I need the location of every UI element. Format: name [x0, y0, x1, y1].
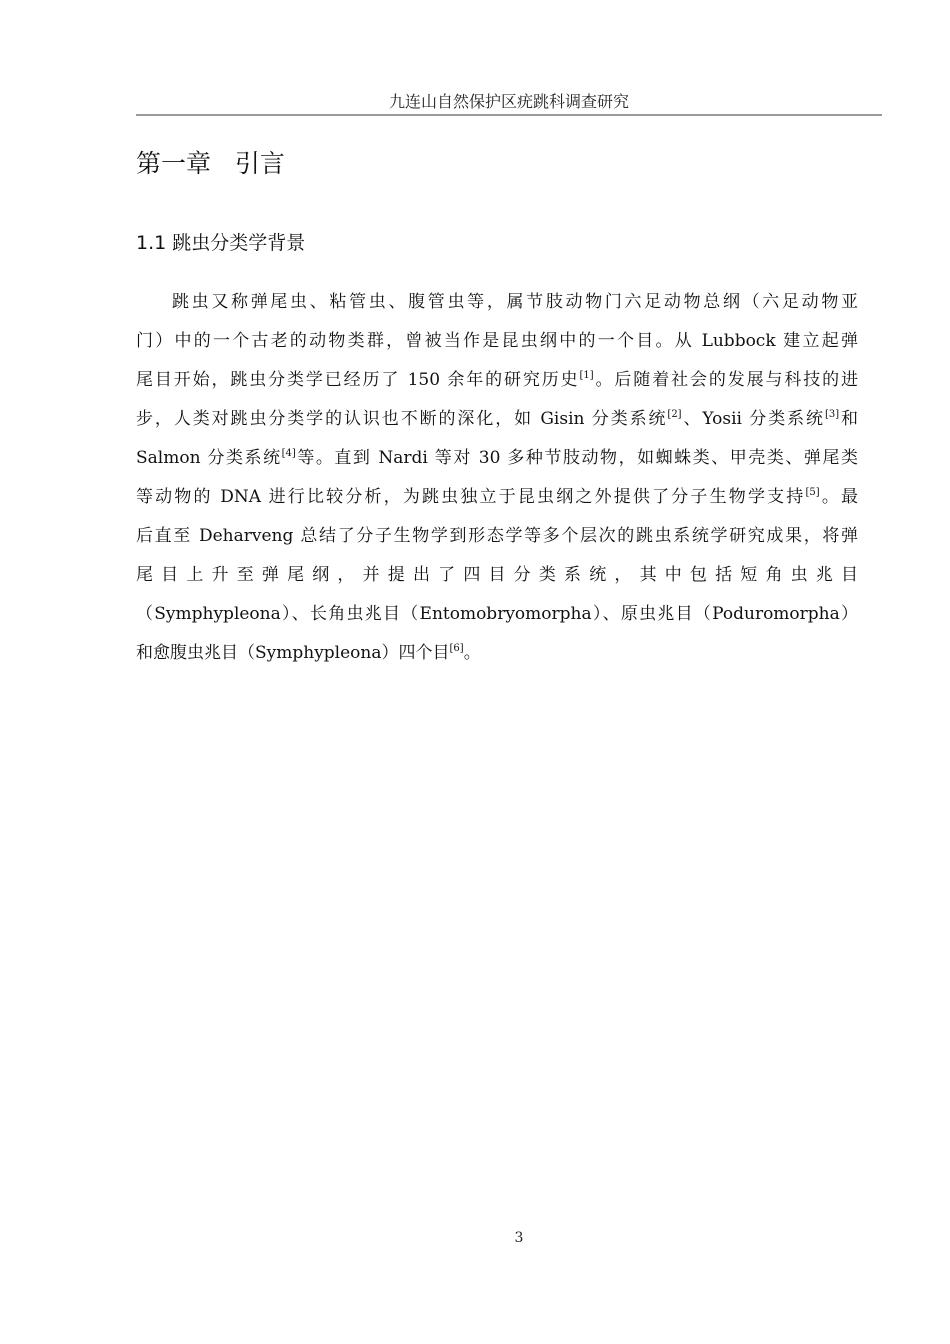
paragraph-line: 等动物的 DNA 进行比较分析，为跳虫独立于昆虫纲之外提供了分子生物学支持[5]。最 [136, 487, 859, 507]
paragraph-line: 门）中的一个古老的动物类群，曾被当作是昆虫纲中的一个目。从 Lubbock 建立起弹 [136, 331, 858, 351]
paragraph-line: 尾目上升至弹尾纲，并提出了四目分类系统，其中包括短角虫兆目 [136, 565, 858, 585]
page-number: 3 [514, 1230, 524, 1246]
paragraph-line: Salmon 分类系统[4]等。直到 Nardi 等对 30 多种节肢动物，如蜘蛛类、甲壳类、弹尾类 [136, 448, 858, 468]
section-title: 1.1 跳虫分类学背景 [136, 232, 306, 254]
citation-ref[interactable]: [4] [281, 448, 296, 459]
paragraph-line: 跳虫又称弹尾虫、粘管虫、腹管虫等，属节肢动物门六足动物总纲（六足动物亚 [172, 292, 858, 312]
citation-ref[interactable]: [6] [449, 643, 464, 654]
paragraph-line: 尾目开始，跳虫分类学已经历了 150 余年的研究历史[1]。后随着社会的发展与科技的进 [136, 370, 858, 390]
citation-ref[interactable]: [3] [824, 409, 840, 420]
paragraph-line: 后直至 Deharveng 总结了分子生物学到形态学等多个层次的跳虫系统学研究成果，将弹 [136, 526, 858, 546]
paragraph-line: （Symphypleona）、长角虫兆目（Entomobryomorpha）、原虫兆目（Poduromorpha） [136, 604, 858, 624]
citation-ref[interactable]: [5] [805, 487, 820, 498]
chapter-title: 第一章 引言 [136, 149, 285, 178]
body-paragraph [136, 283, 858, 673]
paragraph-line: 步，人类对跳虫分类学的认识也不断的深化，如 Gisin 分类系统[2]、Yosii 分类系统[3]和 [136, 409, 859, 429]
page-header: 九连山自然保护区疣跳科调查研究 [136, 90, 882, 116]
citation-ref[interactable]: [1] [579, 370, 594, 381]
paragraph-line: 和愈腹虫兆目（Symphypleona）四个目[6]。 [136, 643, 481, 663]
citation-ref[interactable]: [2] [667, 409, 682, 420]
